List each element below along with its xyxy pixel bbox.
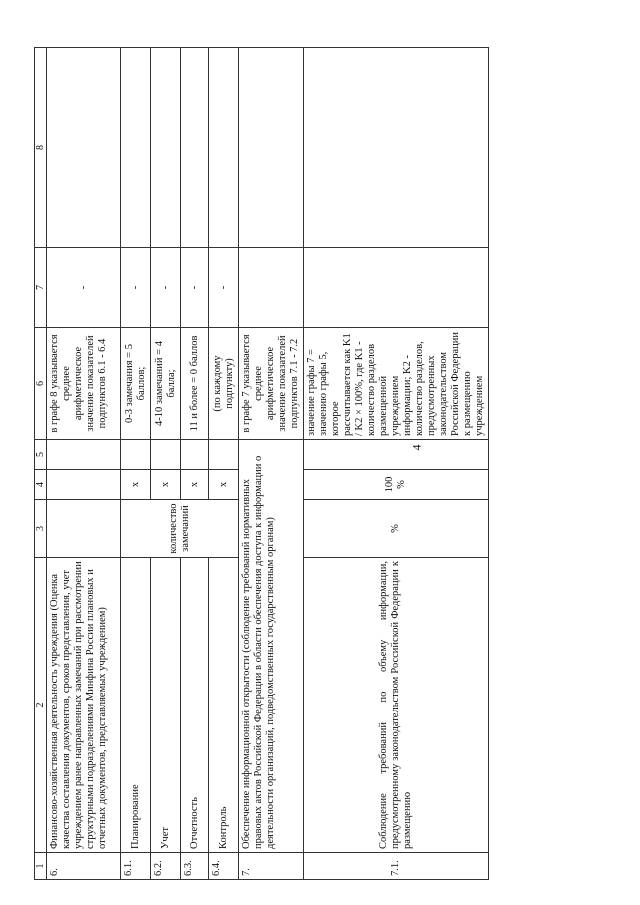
row-col5: [47, 440, 121, 470]
row-col7: [239, 248, 304, 328]
row-col7: [304, 248, 489, 328]
row-description: Учет: [151, 558, 181, 853]
row-col5: [209, 440, 239, 470]
header-cell: 1: [35, 853, 47, 880]
header-cell: 2: [35, 558, 47, 853]
row-method: 11 и более = 0 баллов: [181, 328, 209, 440]
row-col8: [151, 48, 181, 248]
row-number: 6.2.: [151, 853, 181, 880]
row-number: 6.1.: [121, 853, 151, 880]
table-row: [47, 48, 121, 880]
table-row: [239, 48, 304, 880]
row-description: Соблюдение требований по объему информации, предусмотренному законодательством Российской Федерации к размещению: [304, 558, 489, 853]
row-col5: [304, 440, 489, 470]
row-number: 7.1.: [304, 853, 489, 880]
row-col8: [121, 48, 151, 248]
row-col7: -: [121, 248, 151, 328]
table-row: [151, 48, 181, 880]
header-cell: 3: [35, 500, 47, 558]
rotated-table-wrapper: [34, 48, 485, 880]
row-method: в графе 7 указывается среднее арифметическое значение показателей подпунктов 7.1 - 7.2: [239, 328, 304, 440]
row-norm: х: [151, 470, 181, 500]
row-unit: количество замечаний: [121, 500, 239, 558]
row-number: 6.3.: [181, 853, 209, 880]
row-description: Планирование: [121, 558, 151, 853]
row-method: в графе 8 указывается среднее арифметическое значение показателей подпунктов 6.1 - 6.4: [47, 328, 121, 440]
header-cell: 4: [35, 470, 47, 500]
row-description: Обеспечение информационной открытости (соблюдение требований нормативных правовых актов Российской Федерации в области обеспечения доступа к информации о деятельности организаций, подведомственных государственным органам): [239, 440, 304, 853]
row-col8: [239, 48, 304, 248]
table-row: [181, 48, 209, 880]
row-col7: -: [209, 248, 239, 328]
row-col8: [304, 48, 489, 248]
row-col7: -: [47, 248, 121, 328]
row-description: Финансово-хозяйственная деятельность учреждения (Оценка качества составления документов, сроков представления, учет учреждением ранее направленных замечаний при рассмотрении структурными подразделениями Минфина России плановых и отчетных документов, представляемых учреждением): [47, 558, 121, 853]
row-col8: [209, 48, 239, 248]
row-norm: х: [181, 470, 209, 500]
row-unit: %: [304, 500, 489, 558]
header-cell: 6: [35, 328, 47, 440]
header-row: [35, 48, 47, 880]
row-number: 7.: [239, 853, 304, 880]
page-number: 4: [409, 444, 424, 451]
header-cell: 5: [35, 440, 47, 470]
evaluation-table: [34, 47, 489, 880]
row-unit: [47, 500, 121, 558]
row-col8: [181, 48, 209, 248]
row-norm: [47, 470, 121, 500]
row-norm: х: [209, 470, 239, 500]
row-norm: 100 %: [304, 470, 489, 500]
row-norm: х: [121, 470, 151, 500]
row-method: 4-10 замечаний = 4 балла;: [151, 328, 181, 440]
row-col5: [181, 440, 209, 470]
row-description: Контроль: [209, 558, 239, 853]
row-method: значение графы 7 = значению графы 5, которое рассчитывается как K1 / K2 × 100%, где K1 - количество разделов размещенной учреждением информации; K2 - количество разделов, предусмотренных законодательством Российской Федерации к размещению учреждением: [304, 328, 489, 440]
row-col7: -: [151, 248, 181, 328]
row-description: Отчетность: [181, 558, 209, 853]
table-row: [304, 48, 489, 880]
row-number: 6.: [47, 853, 121, 880]
row-col5: [121, 440, 151, 470]
row-method: 0-3 замечания = 5 баллов;: [121, 328, 151, 440]
row-col5: [151, 440, 181, 470]
row-method: (по каждому подпункту): [209, 328, 239, 440]
table-row: [121, 48, 151, 880]
row-col8: [47, 48, 121, 248]
row-col7: -: [181, 248, 209, 328]
header-cell: 8: [35, 48, 47, 248]
header-cell: 7: [35, 248, 47, 328]
row-number: 6.4.: [209, 853, 239, 880]
table-row: [209, 48, 239, 880]
